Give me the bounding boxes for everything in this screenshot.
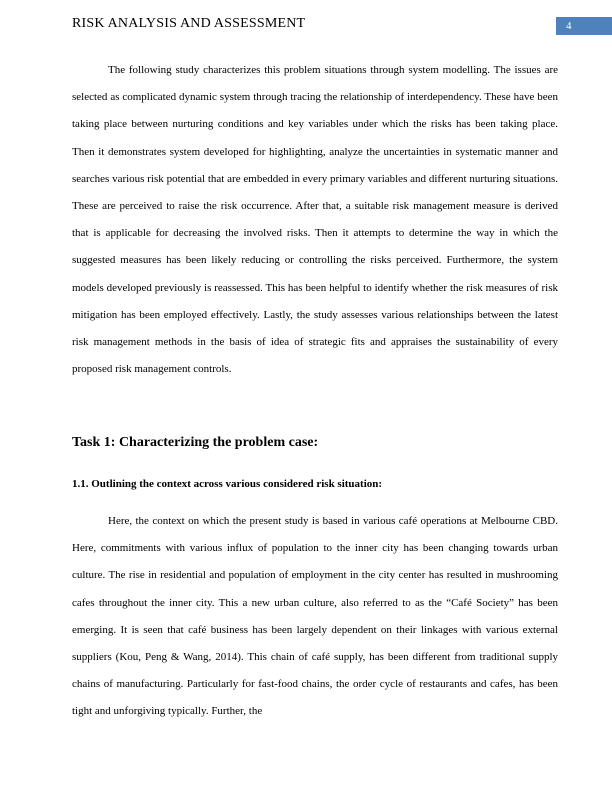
page-number-badge: 4 bbox=[556, 17, 612, 35]
intro-paragraph: The following study characterizes this problem situations through system modelling. The issues are selected as complicated dynamic system through tracing the relationship of interdependency. These have been taking place between nurturing conditions and key variables under which the risks has been taking place. Then it demonstrates system developed for highlighting, analyze the uncertainties in systematic manner and searches various risk potential that are embedded in every primary variables and different nurturing situations. These are perceived to raise the risk occurrence. After that, a suitable risk management measure is derived that is applicable for decreasing the involved risks. Then it attempts to determine the way in which the suggested measures has been likely reducing or controlling the risks perceived. Furthermore, the system models developed previously is reassessed. This has been helpful to identify whether the risk measures of risk mitigation has been employed effectively. Lastly, the study assesses various relationships between the latest risk management methods in the basis of idea of strategic fits and appraises the sustainability of every proposed risk management controls. bbox=[72, 64, 558, 376]
task-heading: Task 1: Characterizing the problem case: bbox=[72, 435, 319, 450]
section-heading: 1.1. Outlining the context across various considered risk situation: bbox=[72, 478, 383, 490]
section-paragraph: Here, the context on which the present study is based in various café operations at Melbourne CBD. Here, commitments with various influx of population to the inner city has been changing towards urban culture. The rise in residential and population of employment in the city center has resulted in mushrooming cafes throughout the inner city. This a new urban culture, also referred to as the “Café Society” has been emerging. It is seen that café business has been largely dependent on their linkages with various external suppliers (Kou, Peng & Wang, 2014). This chain of café supply, has been different from traditional supply chains of manufacturing. Particularly for fast-food chains, the order cycle of restaurants and cafes, has been tight and unforgiving typically. Further, the bbox=[72, 515, 558, 718]
running-header-title: RISK ANALYSIS AND ASSESSMENT bbox=[72, 16, 306, 31]
